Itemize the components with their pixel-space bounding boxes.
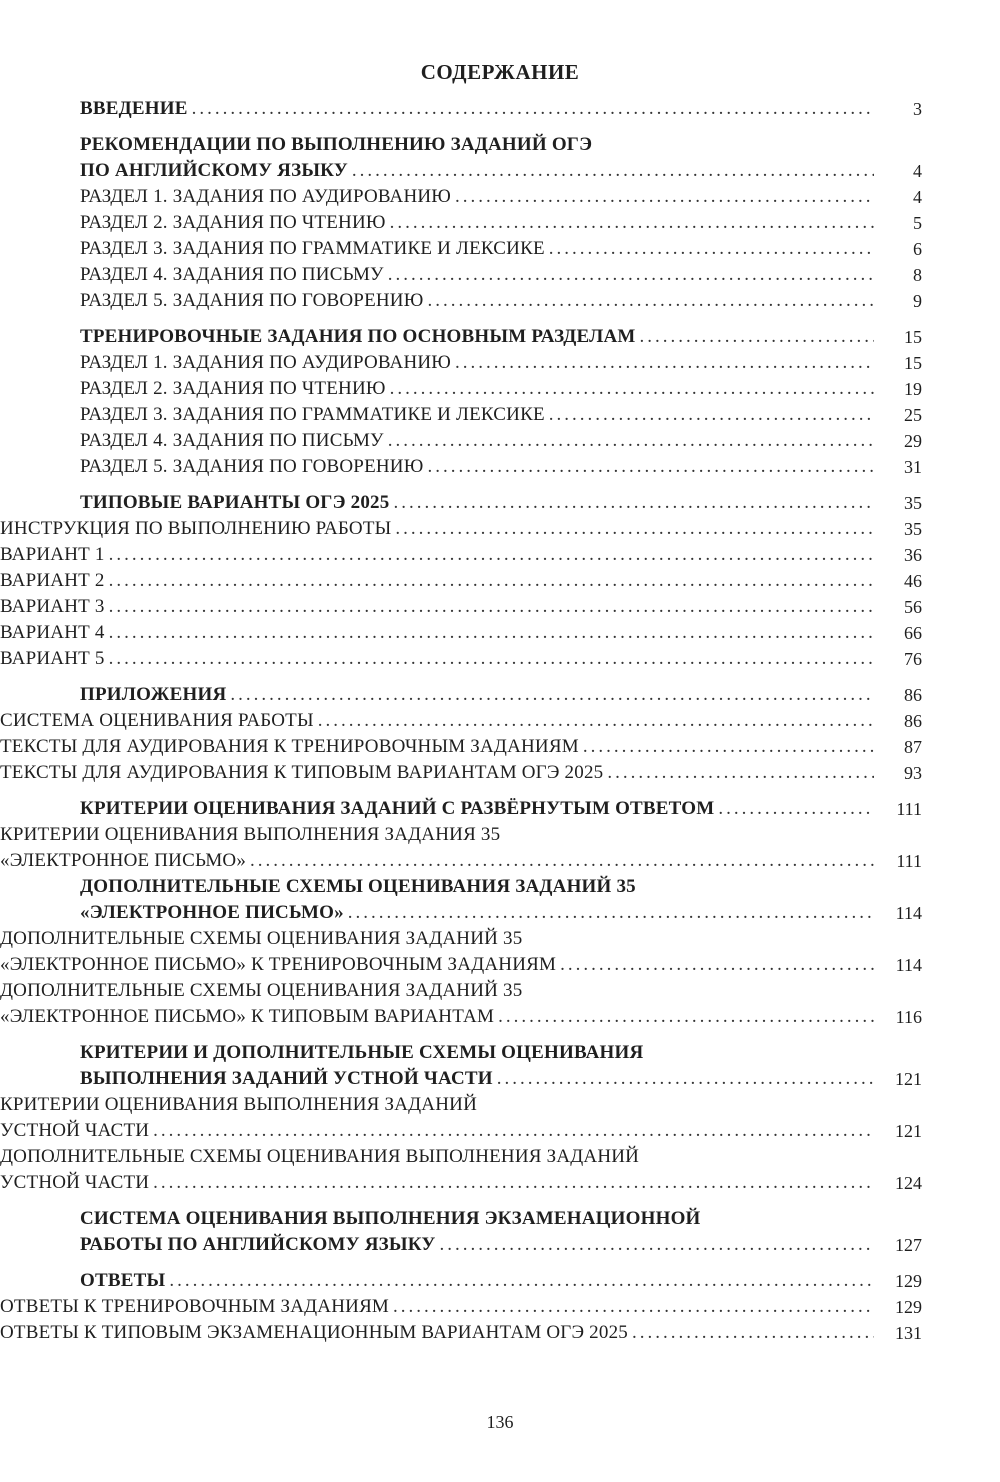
dot-leader [192,96,874,122]
toc-entry-text: РАЗДЕЛ 2. ЗАДАНИЯ ПО ЧТЕНИЮ [80,212,386,233]
toc-entry [0,1144,1000,1196]
toc-page-number: 111 [896,851,922,871]
dot-leader [549,402,874,428]
toc-page-number: 129 [895,1297,922,1317]
toc-entry-text: РАЗДЕЛ 2. ЗАДАНИЯ ПО ЧТЕНИЮ [80,378,386,399]
toc-entry [0,1268,1000,1294]
dot-leader [109,620,874,646]
toc-entry [0,1092,1000,1144]
dot-leader [388,262,874,288]
dot-leader [169,1268,874,1294]
toc-entry-text: РАБОТЫ ПО АНГЛИЙСКОМУ ЯЗЫКУ [80,1234,436,1255]
toc-entry-text: РАЗДЕЛ 3. ЗАДАНИЯ ПО ГРАММАТИКЕ И ЛЕКСИКЕ [80,238,545,259]
page-title: СОДЕРЖАНИЕ [420,60,580,84]
dot-leader [560,952,874,978]
toc-entry [0,184,1000,210]
toc-entry [0,288,1000,314]
toc-page-number: 76 [904,649,922,669]
dot-leader [440,1232,874,1258]
toc-page-number: 15 [904,353,922,373]
toc-page-number: 3 [913,99,922,119]
toc-entry [0,516,1000,542]
toc-entry-text-line: КРИТЕРИИ ОЦЕНИВАНИЯ ВЫПОЛНЕНИЯ ЗАДАНИЯ 35 [0,824,501,845]
toc-page-number: 127 [895,1235,922,1255]
dot-leader [395,516,874,542]
toc-page-number: 5 [913,213,922,233]
toc-entry-text: ТРЕНИРОВОЧНЫЕ ЗАДАНИЯ ПО ОСНОВНЫМ РАЗДЕЛАМ [80,326,636,347]
toc-entry-text: РАЗДЕЛ 1. ЗАДАНИЯ ПО АУДИРОВАНИЮ [80,352,452,373]
toc-entry [0,1206,1000,1258]
toc-entry-text: РАЗДЕЛ 4. ЗАДАНИЯ ПО ПИСЬМУ [80,264,384,285]
toc-entry [0,822,1000,874]
toc-entry-text: «ЭЛЕКТРОННОЕ ПИСЬМО» К ТРЕНИРОВОЧНЫМ ЗАДАНИЯМ [0,954,557,975]
toc-entry-text-line: ДОПОЛНИТЕЛЬНЫЕ СХЕМЫ ОЦЕНИВАНИЯ ЗАДАНИЙ 35 [0,980,523,1001]
toc-page-number: 129 [895,1271,922,1291]
toc-entry-text-line: СИСТЕМА ОЦЕНИВАНИЯ ВЫПОЛНЕНИЯ ЭКЗАМЕНАЦИОННОЙ [80,1208,701,1229]
toc-page-number: 124 [895,1173,922,1193]
toc-entry-text: ВАРИАНТ 3 [0,596,105,617]
toc-entry [0,796,1000,822]
toc-entry-text-line: КРИТЕРИИ И ДОПОЛНИТЕЛЬНЫЕ СХЕМЫ ОЦЕНИВАНИЯ [80,1042,644,1063]
dot-leader [427,288,874,314]
dot-leader [153,1118,874,1144]
toc-entry-text: ВАРИАНТ 5 [0,648,105,669]
toc-entry [0,376,1000,402]
dot-leader [318,708,874,734]
toc-entry [0,350,1000,376]
toc-page-number: 4 [913,187,922,207]
dot-leader [109,594,874,620]
toc-entry [0,262,1000,288]
toc-entry [0,132,1000,184]
toc-page-number: 35 [904,493,922,513]
dot-leader [393,490,874,516]
toc-entry-text: ОТВЕТЫ К ТРЕНИРОВОЧНЫМ ЗАДАНИЯМ [0,1296,390,1317]
toc-page-number: 121 [895,1121,922,1141]
toc-entry [0,682,1000,708]
toc-page-number: 4 [913,161,922,181]
toc-entry [0,620,1000,646]
toc-entry [0,236,1000,262]
toc-entry [0,926,1000,978]
toc-entry-text-line: РЕКОМЕНДАЦИИ ПО ВЫПОЛНЕНИЮ ЗАДАНИЙ ОГЭ [80,134,593,155]
dot-leader [455,184,874,210]
toc-page-number: 46 [904,571,922,591]
toc-page-number: 31 [904,457,922,477]
dot-leader [632,1320,874,1346]
toc-page-number: 25 [904,405,922,425]
toc-entry [0,708,1000,734]
dot-leader [388,428,874,454]
dot-leader [230,682,874,708]
toc-entry [0,874,1000,926]
dot-leader [390,376,874,402]
toc-page-number: 15 [904,327,922,347]
dot-leader [109,542,874,568]
dot-leader [393,1294,874,1320]
toc-entry-text: КРИТЕРИИ ОЦЕНИВАНИЯ ЗАДАНИЙ С РАЗВЁРНУТЫМ ОТВЕТОМ [80,798,715,819]
dot-leader [109,646,874,672]
toc-entry [0,1320,1000,1346]
toc-entry [0,324,1000,350]
toc-entry-text: «ЭЛЕКТРОННОЕ ПИСЬМО» [80,902,344,923]
toc-entry-text: ОТВЕТЫ К ТИПОВЫМ ЭКЗАМЕНАЦИОННЫМ ВАРИАНТАМ ОГЭ 2025 [0,1322,628,1343]
toc-entry-text: ТЕКСТЫ ДЛЯ АУДИРОВАНИЯ К ТРЕНИРОВОЧНЫМ ЗАДАНИЯМ [0,736,579,757]
dot-leader [718,796,874,822]
dot-leader [153,1170,874,1196]
toc-entry-text: «ЭЛЕКТРОННОЕ ПИСЬМО» К ТИПОВЫМ ВАРИАНТАМ [0,1006,495,1027]
table-of-contents [0,96,1000,1346]
toc-page-number: 19 [904,379,922,399]
toc-entry-text: РАЗДЕЛ 4. ЗАДАНИЯ ПО ПИСЬМУ [80,430,384,451]
toc-entry [0,568,1000,594]
toc-entry [0,734,1000,760]
toc-entry-text: УСТНОЙ ЧАСТИ [0,1172,150,1193]
toc-entry [0,454,1000,480]
toc-page-number: 114 [895,903,922,923]
toc-entry [0,490,1000,516]
toc-page-number: 29 [904,431,922,451]
toc-entry-text-line: ДОПОЛНИТЕЛЬНЫЕ СХЕМЫ ОЦЕНИВАНИЯ ЗАДАНИЙ 35 [0,928,523,949]
toc-entry-text: ВАРИАНТ 4 [0,622,105,643]
toc-entry [0,402,1000,428]
toc-page-number: 35 [904,519,922,539]
dot-leader [427,454,874,480]
toc-page-number: 111 [896,799,922,819]
dot-leader [455,350,874,376]
toc-entry [0,542,1000,568]
toc-entry-text: ТИПОВЫЕ ВАРИАНТЫ ОГЭ 2025 [80,492,390,513]
toc-page-number: 66 [904,623,922,643]
toc-entry-text: РАЗДЕЛ 3. ЗАДАНИЯ ПО ГРАММАТИКЕ И ЛЕКСИКЕ [80,404,545,425]
dot-leader [607,760,874,786]
toc-entry-text: РАЗДЕЛ 1. ЗАДАНИЯ ПО АУДИРОВАНИЮ [80,186,452,207]
dot-leader [549,236,874,262]
toc-page-number: 131 [895,1323,922,1343]
toc-entry-text: ВВЕДЕНИЕ [80,98,188,119]
toc-entry-text-line: КРИТЕРИИ ОЦЕНИВАНИЯ ВЫПОЛНЕНИЯ ЗАДАНИЙ [0,1094,477,1115]
dot-leader [498,1004,874,1030]
toc-entry-text: ВАРИАНТ 1 [0,544,105,565]
toc-page-number: 9 [913,291,922,311]
toc-page-number: 8 [913,265,922,285]
toc-entry-text: РАЗДЕЛ 5. ЗАДАНИЯ ПО ГОВОРЕНИЮ [80,456,424,477]
dot-leader [583,734,874,760]
toc-entry-text: СИСТЕМА ОЦЕНИВАНИЯ РАБОТЫ [0,710,314,731]
toc-entry-text: РАЗДЕЛ 5. ЗАДАНИЯ ПО ГОВОРЕНИЮ [80,290,424,311]
dot-leader [109,568,874,594]
toc-page-number: 36 [904,545,922,565]
dot-leader [390,210,874,236]
toc-entry [0,210,1000,236]
toc-entry [0,760,1000,786]
toc-page-number: 93 [904,763,922,783]
dot-leader [250,848,874,874]
toc-entry-text: ВЫПОЛНЕНИЯ ЗАДАНИЙ УСТНОЙ ЧАСТИ [80,1068,493,1089]
toc-entry [0,428,1000,454]
toc-entry-text: ПРИЛОЖЕНИЯ [80,684,227,705]
toc-entry [0,1294,1000,1320]
dot-leader [640,324,874,350]
toc-entry [0,978,1000,1030]
toc-entry-text: ИНСТРУКЦИЯ ПО ВЫПОЛНЕНИЮ РАБОТЫ [0,518,392,539]
toc-entry [0,1040,1000,1092]
toc-page-number: 121 [895,1069,922,1089]
toc-entry-text: ВАРИАНТ 2 [0,570,105,591]
toc-entry-text-line: ДОПОЛНИТЕЛЬНЫЕ СХЕМЫ ОЦЕНИВАНИЯ ЗАДАНИЙ 35 [80,876,636,897]
toc-page-number: 86 [904,711,922,731]
toc-entry-text: «ЭЛЕКТРОННОЕ ПИСЬМО» [0,850,247,871]
toc-page-number: 87 [904,737,922,757]
toc-entry [0,646,1000,672]
dot-leader [497,1066,874,1092]
toc-page-number: 116 [895,1007,922,1027]
toc-entry [0,96,1000,122]
toc-entry [0,594,1000,620]
toc-page-number: 56 [904,597,922,617]
toc-page-number: 114 [895,955,922,975]
toc-entry-text: УСТНОЙ ЧАСТИ [0,1120,150,1141]
toc-entry-text: ПО АНГЛИЙСКОМУ ЯЗЫКУ [80,160,348,181]
toc-entry-text: ОТВЕТЫ [80,1270,166,1291]
toc-entry-text: ТЕКСТЫ ДЛЯ АУДИРОВАНИЯ К ТИПОВЫМ ВАРИАНТАМ ОГЭ 2025 [0,762,604,783]
dot-leader [352,158,874,184]
toc-page-number: 6 [913,239,922,259]
toc-page-number: 86 [904,685,922,705]
dot-leader [348,900,874,926]
toc-entry-text-line: ДОПОЛНИТЕЛЬНЫЕ СХЕМЫ ОЦЕНИВАНИЯ ВЫПОЛНЕНИЯ ЗАДАНИЙ [0,1146,640,1167]
page-number: 136 [486,1412,514,1432]
